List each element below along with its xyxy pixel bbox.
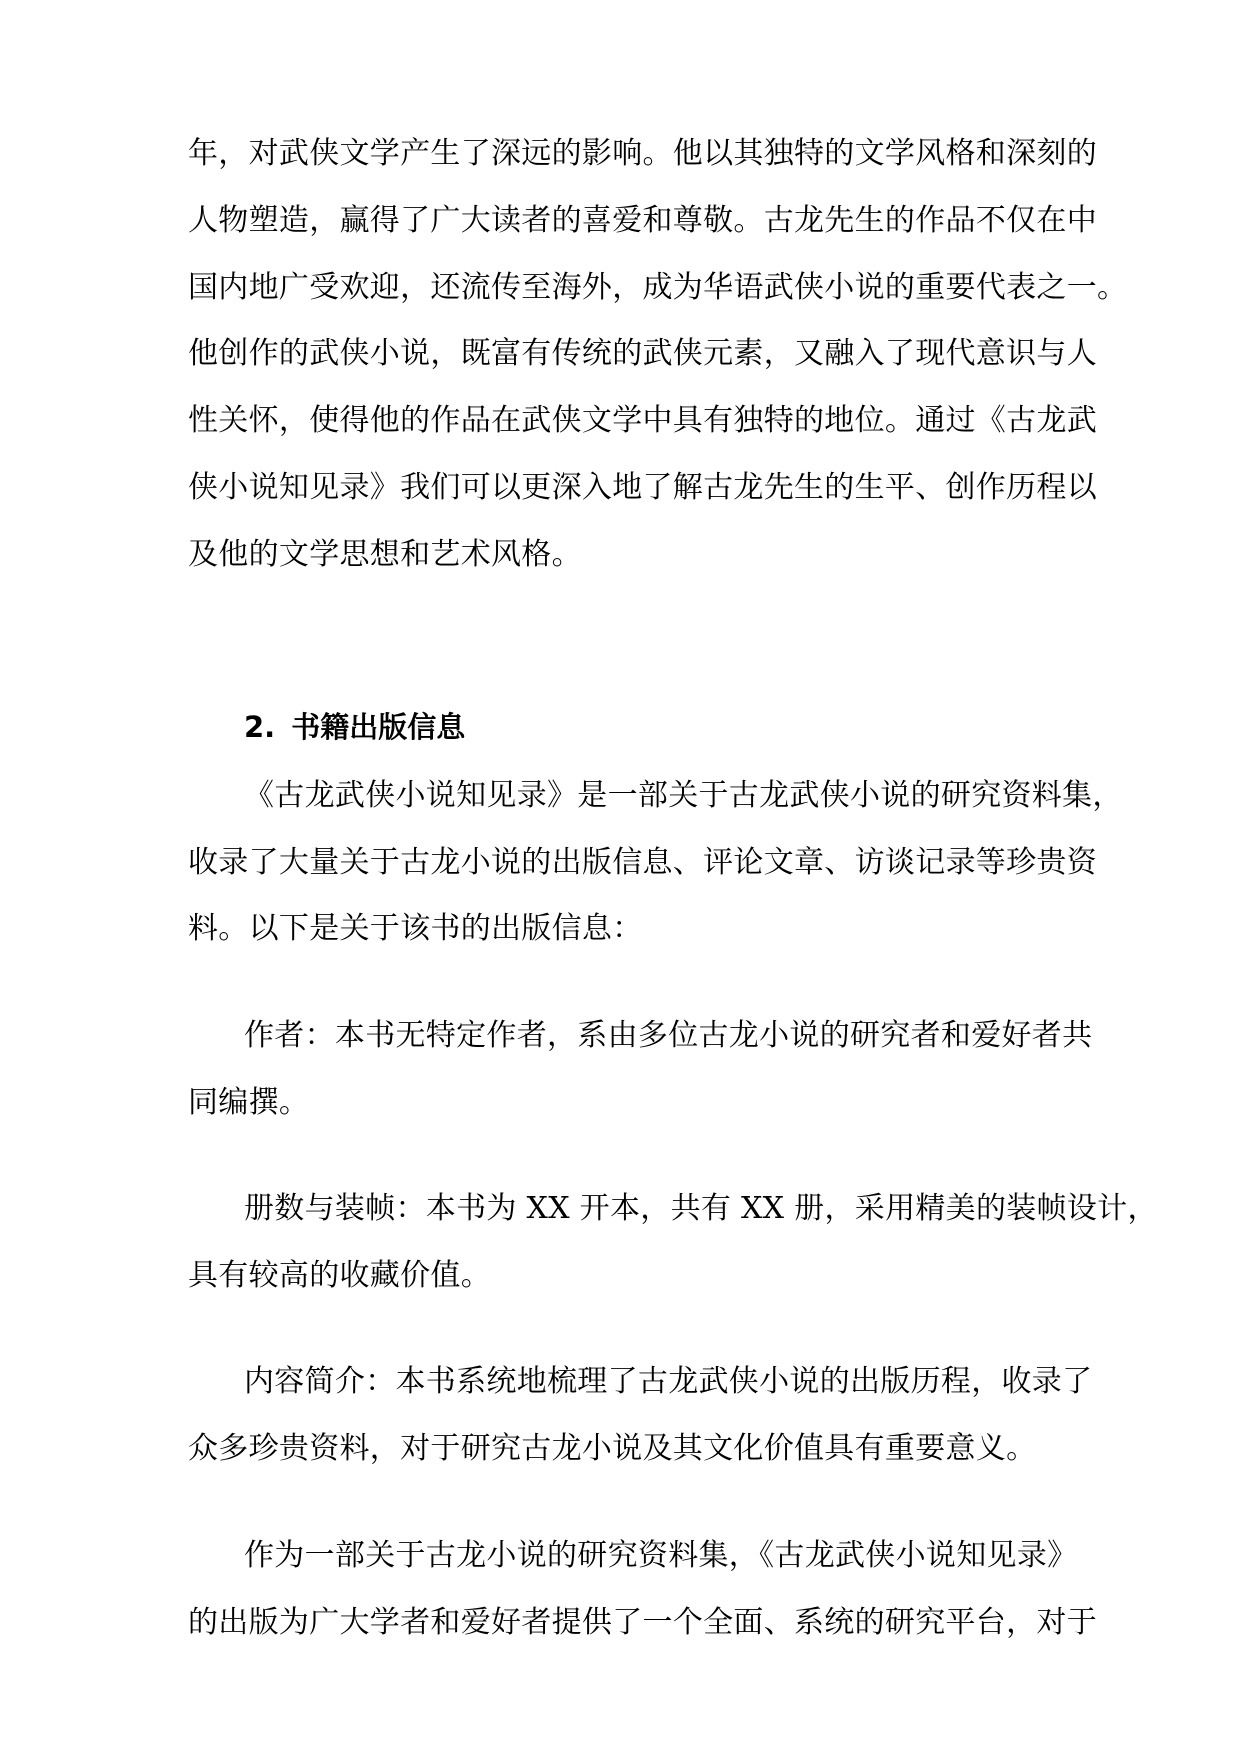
paragraph-line: 的出版为广大学者和爱好者提供了一个全面、系统的研究平台，对于 — [188, 1605, 1097, 1640]
paragraph-line: 人物塑造，赢得了广大读者的喜爱和尊敬。古龙先生的作品不仅在中 — [188, 203, 1097, 238]
paragraph-line: 《古龙武侠小说知见录》是一部关于古龙武侠小说的研究资料集， — [244, 778, 1123, 813]
paragraph-line: 国内地广受欢迎，还流传至海外，成为华语武侠小说的重要代表之一。 — [188, 270, 1128, 305]
paragraph-line: 内容简介：本书系统地梳理了古龙武侠小说的出版历程，收录了 — [244, 1364, 1093, 1399]
paragraph-line: 年，对武侠文学产生了深远的影响。他以其独特的文学风格和深刻的 — [188, 136, 1097, 171]
paragraph-line: 他创作的武侠小说，既富有传统的武侠元素，又融入了现代意识与人 — [188, 336, 1097, 371]
section-heading — [244, 707, 465, 747]
paragraph-line: 同编撰。 — [188, 1085, 310, 1120]
paragraph-line: 作为一部关于古龙小说的研究资料集，《古龙武侠小说知见录》 — [244, 1538, 1078, 1573]
paragraph-line: 册数与装帧：本书为 XX 开本，共有 XX 册，采用精美的装帧设计， — [244, 1191, 1158, 1226]
paragraph-line: 料。以下是关于该书的出版信息： — [188, 911, 643, 946]
paragraph-line: 具有较高的收藏价值。 — [188, 1258, 491, 1293]
section-number: 2. — [244, 710, 276, 744]
paragraph-line: 性关怀，使得他的作品在武侠文学中具有独特的地位。通过《古龙武 — [188, 403, 1097, 438]
paragraph-line: 作者：本书无特定作者，系由多位古龙小说的研究者和爱好者共 — [244, 1018, 1093, 1053]
paragraph-line: 众多珍贵资料，对于研究古龙小说及其文化价值具有重要意义。 — [188, 1431, 1037, 1466]
paragraph-line: 收录了大量关于古龙小说的出版信息、评论文章、访谈记录等珍贵资 — [188, 845, 1097, 880]
paragraph-line: 及他的文学思想和艺术风格。 — [188, 537, 582, 572]
paragraph-line: 侠小说知见录》我们可以更深入地了解古龙先生的生平、创作历程以 — [188, 470, 1097, 505]
section-title: 书籍出版信息 — [291, 710, 466, 744]
